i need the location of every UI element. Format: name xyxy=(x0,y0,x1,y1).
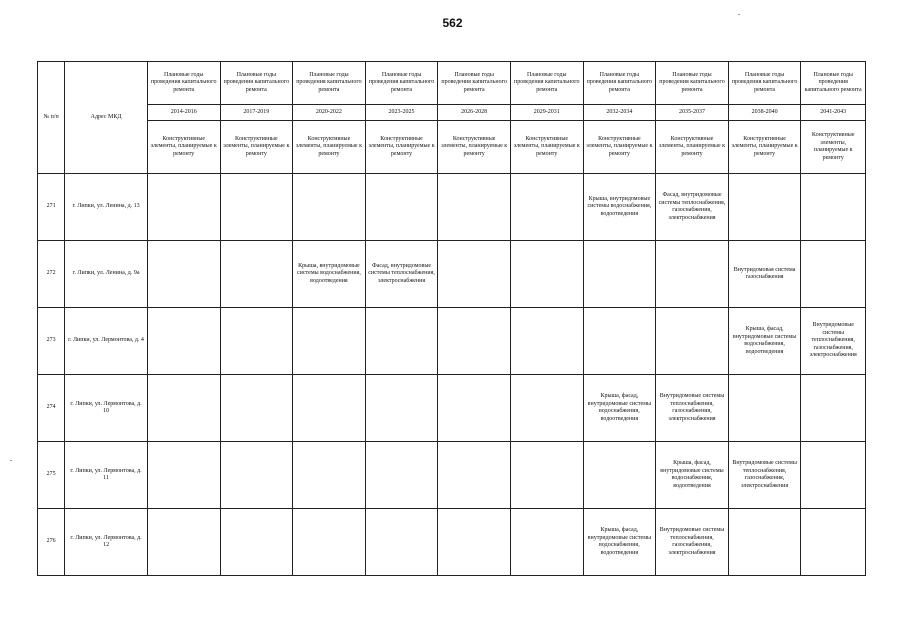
row-number: 274 xyxy=(38,375,65,442)
row-number: 272 xyxy=(38,241,65,308)
column-header-years: Плановые годы проведения капитального ремонта xyxy=(583,62,656,105)
table-cell xyxy=(293,442,366,509)
elements-header: Конструктивные элементы, планируемые к ремонту xyxy=(147,121,220,174)
table-cell xyxy=(438,442,511,509)
table-cell xyxy=(293,509,366,576)
table-row xyxy=(38,308,866,375)
table-cell xyxy=(147,509,220,576)
table-cell xyxy=(583,308,656,375)
table-cell: Внутридомовая система газоснабжения xyxy=(728,241,801,308)
column-header-years: Плановые годы проведения капитального ремонта xyxy=(510,62,583,105)
column-header-years: Плановые годы проведения капитального ремонта xyxy=(801,62,866,105)
row-address: г. Липки, ул. Ленина, д. 9а xyxy=(65,241,148,308)
table-row xyxy=(38,509,866,576)
table-cell xyxy=(728,174,801,241)
scan-speck xyxy=(738,14,740,15)
row-address: г. Липки, ул. Лермонтова, д. 11 xyxy=(65,442,148,509)
table-cell: Крыша, внутридомовые системы водоснабжения, водоотведения xyxy=(583,174,656,241)
elements-header: Конструктивные элементы, планируемые к ремонту xyxy=(293,121,366,174)
row-number: 271 xyxy=(38,174,65,241)
table-cell xyxy=(510,509,583,576)
period-header: 2032-2034 xyxy=(583,105,656,121)
table-cell xyxy=(220,375,293,442)
table-cell xyxy=(801,241,866,308)
table-cell: Крыша, фасад, внутридомовые системы водоснабжения, водоотведения xyxy=(728,308,801,375)
row-address: г. Липки, ул. Лермонтова, д. 10 xyxy=(65,375,148,442)
period-header: 2035-2037 xyxy=(656,105,729,121)
row-number: 273 xyxy=(38,308,65,375)
table-cell xyxy=(801,509,866,576)
elements-header: Конструктивные элементы, планируемые к ремонту xyxy=(583,121,656,174)
scan-speck xyxy=(10,460,12,461)
table-row xyxy=(38,375,866,442)
table-cell xyxy=(438,174,511,241)
column-header-number: № п/п xyxy=(38,62,65,174)
period-header: 2038-2040 xyxy=(728,105,801,121)
table-cell xyxy=(728,509,801,576)
table-cell xyxy=(147,241,220,308)
row-address: г. Липки, ул. Ленина, д. 13 xyxy=(65,174,148,241)
table-cell xyxy=(293,174,366,241)
header-periods-row xyxy=(38,105,866,121)
elements-header: Конструктивные элементы, планируемые к ремонту xyxy=(365,121,438,174)
table-cell xyxy=(220,308,293,375)
table-row xyxy=(38,442,866,509)
column-header-years: Плановые годы проведения капитального ремонта xyxy=(220,62,293,105)
period-header: 2020-2022 xyxy=(293,105,366,121)
repair-schedule-table xyxy=(37,61,866,576)
table-cell: Фасад, внутридомовые системы теплоснабжения, газоснабжения, электроснабжения xyxy=(656,174,729,241)
table-cell xyxy=(365,509,438,576)
row-address: г. Липки, ул. Лермонтова, д. 12 xyxy=(65,509,148,576)
table-cell xyxy=(510,241,583,308)
table-cell xyxy=(510,442,583,509)
table-cell: Внутридомовые системы теплоснабжения, газоснабжения, электроснабжения xyxy=(728,442,801,509)
table-cell: Внутридомовые системы теплоснабжения, газоснабжения, электроснабжения xyxy=(801,308,866,375)
table-cell xyxy=(438,308,511,375)
table-row xyxy=(38,241,866,308)
row-address: г. Липки, ул. Лермонтова, д. 4 xyxy=(65,308,148,375)
column-header-years: Плановые годы проведения капитального ремонта xyxy=(293,62,366,105)
table-cell xyxy=(220,509,293,576)
table-cell: Крыша, фасад, внутридомовые системы водоснабжения, водоотведения xyxy=(583,509,656,576)
table-cell: Крыша, фасад, внутридомовые системы водоснабжения, водоотведения xyxy=(656,442,729,509)
table-cell xyxy=(801,174,866,241)
table-cell xyxy=(438,241,511,308)
table-cell xyxy=(220,442,293,509)
header-years-row xyxy=(38,62,866,105)
table-cell xyxy=(510,375,583,442)
table-cell xyxy=(365,174,438,241)
table-cell: Фасад, внутридомовые системы теплоснабжения, электроснабжения xyxy=(365,241,438,308)
header-elements-row xyxy=(38,121,866,174)
elements-header: Конструктивные элементы, планируемые к ремонту xyxy=(220,121,293,174)
row-number: 275 xyxy=(38,442,65,509)
elements-header: Конструктивные элементы, планируемые к ремонту xyxy=(510,121,583,174)
table-cell xyxy=(147,375,220,442)
table-cell xyxy=(365,308,438,375)
table-cell xyxy=(583,241,656,308)
table-cell xyxy=(510,308,583,375)
table-cell xyxy=(801,442,866,509)
table-cell xyxy=(147,308,220,375)
table-cell xyxy=(147,442,220,509)
table-cell xyxy=(220,174,293,241)
period-header: 2014-2016 xyxy=(147,105,220,121)
elements-header: Конструктивные элементы, планируемые к ремонту xyxy=(728,121,801,174)
table-cell xyxy=(728,375,801,442)
elements-header: Конструктивные элементы, планируемые к ремонту xyxy=(801,121,866,174)
period-header: 2017-2019 xyxy=(220,105,293,121)
table-cell xyxy=(293,375,366,442)
table-cell xyxy=(365,442,438,509)
period-header: 2029-2031 xyxy=(510,105,583,121)
table-cell: Крыша, фасад, внутридомовые системы водоснабжения, водоотведения xyxy=(583,375,656,442)
column-header-years: Плановые годы проведения капитального ремонта xyxy=(728,62,801,105)
table-cell: Внутридомовые системы теплоснабжения, газоснабжения, электроснабжения xyxy=(656,509,729,576)
table-cell xyxy=(220,241,293,308)
table-cell: Внутридомовые системы теплоснабжения, газоснабжения, электроснабжения xyxy=(656,375,729,442)
period-header: 2023-2025 xyxy=(365,105,438,121)
row-number: 276 xyxy=(38,509,65,576)
table-cell: Крыша, внутридомовые системы водоснабжения, водоотведения xyxy=(293,241,366,308)
elements-header: Конструктивные элементы, планируемые к ремонту xyxy=(656,121,729,174)
table-cell xyxy=(147,174,220,241)
table-cell xyxy=(656,241,729,308)
table-cell xyxy=(438,509,511,576)
period-header: 2026-2028 xyxy=(438,105,511,121)
table-row xyxy=(38,174,866,241)
table-cell xyxy=(583,442,656,509)
column-header-years: Плановые годы проведения капитального ремонта xyxy=(656,62,729,105)
column-header-years: Плановые годы проведения капитального ремонта xyxy=(147,62,220,105)
page-number: 562 xyxy=(442,16,463,30)
column-header-address: Адрес МКД xyxy=(65,62,148,174)
column-header-years: Плановые годы проведения капитального ремонта xyxy=(365,62,438,105)
column-header-years: Плановые годы проведения капитального ремонта xyxy=(438,62,511,105)
table-cell xyxy=(656,308,729,375)
table-cell xyxy=(365,375,438,442)
period-header: 2041-2043 xyxy=(801,105,866,121)
table-cell xyxy=(510,174,583,241)
table-cell xyxy=(438,375,511,442)
table-cell xyxy=(293,308,366,375)
table-cell xyxy=(801,375,866,442)
elements-header: Конструктивные элементы, планируемые к ремонту xyxy=(438,121,511,174)
